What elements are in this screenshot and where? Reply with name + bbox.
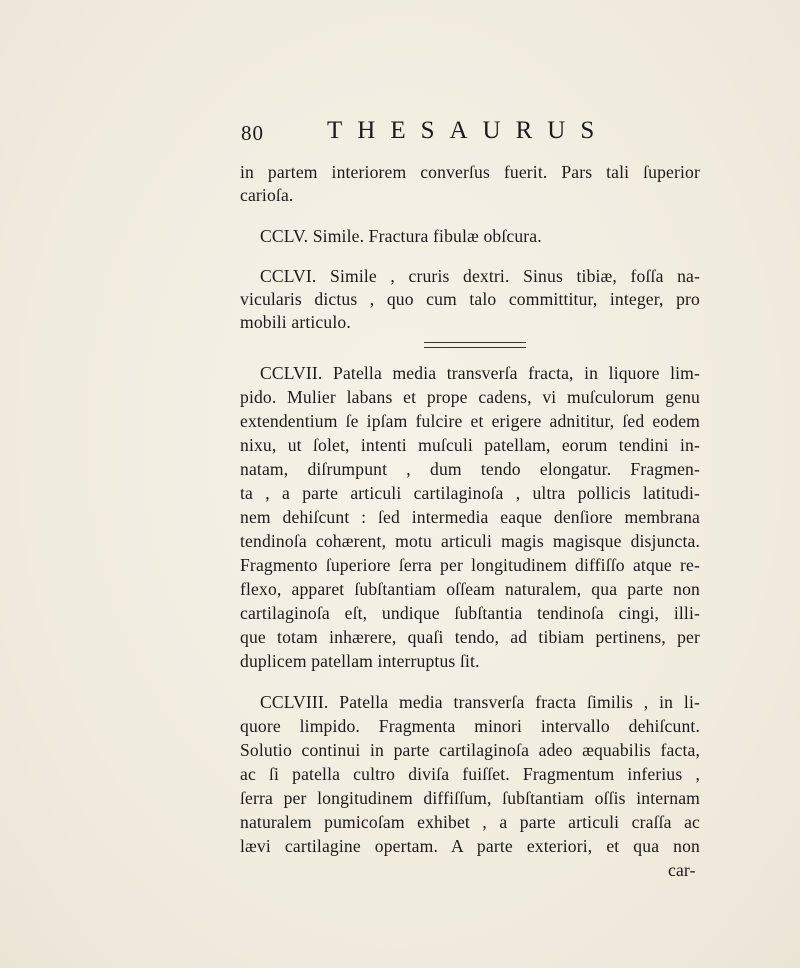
text-line: in partem interiorem converſus fuerit. Pars tali ſuperior <box>240 162 700 182</box>
entry-heading-line: CCLVI. Simile , cruris dextri. Sinus tibiæ, foſſa na- <box>260 266 700 286</box>
text-line: extendentium ſe ipſam fulcire et erigere adnititur, ſed eodem <box>240 411 700 431</box>
catchword: car- <box>668 860 696 880</box>
text-line: flexo, apparet ſubſtantiam oſſeam naturalem, qua parte non <box>240 579 700 599</box>
running-title: THESAURUS <box>327 117 610 144</box>
text-line: nixu, ut ſolet, intenti muſculi patellam, eorum tendini in- <box>240 435 700 455</box>
entry-heading-line: CCLVIII. Patella media transverſa fracta ſimilis , in li- <box>260 692 700 712</box>
text-line: natam, diſrumpunt , dum tendo elongatur. Fragmen- <box>240 459 700 479</box>
text-line: Fragmento ſuperiore ſerra per longitudinem diffiſſo atque re- <box>240 555 700 575</box>
section-divider <box>424 342 526 348</box>
text-line: ſerra per longitudinem diffiſſum, ſubſtantiam oſſis internam <box>240 788 700 808</box>
page-number: 80 <box>241 121 264 145</box>
text-line: Solutio continui in parte cartilaginoſa adeo æquabilis facta, <box>240 740 700 760</box>
text-line: que totam inhærere, quaſi tendo, ad tibiam pertinens, per <box>240 627 700 647</box>
text-line: naturalem pumicoſam exhibet , a parte articuli craſſa ac <box>240 812 700 832</box>
text-line: mobili articulo. <box>240 312 351 332</box>
text-line: cartilaginoſa eſt, undique ſubſtantia tendinoſa cingi, illi- <box>240 603 700 623</box>
page-header <box>241 117 610 147</box>
text-line: quore limpido. Fragmenta minori intervallo dehiſcunt. <box>240 716 700 736</box>
entry-heading-line: CCLV. Simile. Fractura fibulæ obſcura. <box>260 226 542 246</box>
text-line: lævi cartilagine opertam. A parte exteriori, et qua non <box>240 836 700 856</box>
text-line: duplicem patellam interruptus ſit. <box>240 651 480 671</box>
text-line: nem dehiſcunt : ſed intermedia eaque denſiore membrana <box>240 507 700 527</box>
text-line: ta , a parte articuli cartilaginoſa , ultra pollicis latitudi- <box>240 483 700 503</box>
entry-heading-line: CCLVII. Patella media transverſa fracta, in liquore lim- <box>260 363 700 383</box>
text-line: pido. Mulier labans et prope cadens, vi muſculorum genu <box>240 387 700 407</box>
text-line: vicularis dictus , quo cum talo committitur, integer, pro <box>240 289 700 309</box>
text-line: carioſa. <box>240 185 294 205</box>
text-line: ac ſi patella cultro diviſa fuiſſet. Fragmentum inferius , <box>240 764 700 784</box>
text-line: tendinoſa cohærent, motu articuli magis magisque disjuncta. <box>240 531 700 551</box>
